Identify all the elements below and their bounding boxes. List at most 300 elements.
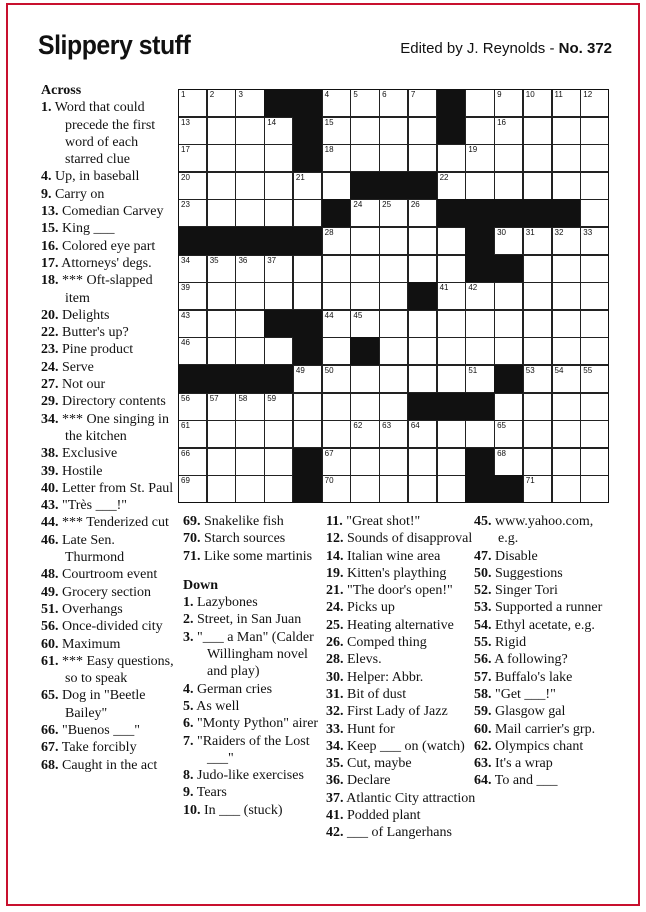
clue-number: 62: [353, 421, 363, 431]
grid-cell[interactable]: [264, 393, 293, 421]
grid-cell[interactable]: [494, 448, 523, 476]
grid-cell[interactable]: [322, 144, 351, 172]
grid-cell[interactable]: [437, 365, 466, 393]
grid-cell[interactable]: [293, 172, 322, 200]
clue-item: [41, 203, 177, 220]
grid-cell[interactable]: [322, 89, 351, 117]
grid-cell[interactable]: [408, 448, 437, 476]
clue-text: "Buenos ___": [58, 722, 140, 738]
grid-cell[interactable]: [235, 172, 264, 200]
grid-cell[interactable]: [580, 448, 609, 476]
grid-cell[interactable]: [523, 475, 552, 503]
clue-number: 36: [238, 255, 248, 265]
clue-item: [41, 307, 177, 324]
grid-cell[interactable]: [494, 89, 523, 117]
grid-cell[interactable]: [379, 310, 408, 338]
grid-cell[interactable]: [350, 475, 379, 503]
grid-cell[interactable]: [379, 475, 408, 503]
grid-cell[interactable]: [264, 117, 293, 145]
grid-cell[interactable]: [207, 199, 236, 227]
grid-cell[interactable]: [293, 199, 322, 227]
grid-cell[interactable]: [552, 172, 581, 200]
grid-cell[interactable]: [408, 310, 437, 338]
grid-cell[interactable]: [552, 475, 581, 503]
grid-cell[interactable]: [465, 420, 494, 448]
clue-number: 45: [353, 310, 363, 320]
grid-cell[interactable]: [379, 282, 408, 310]
grid-cell[interactable]: [465, 144, 494, 172]
clue-item: [183, 698, 323, 715]
grid-cell[interactable]: [494, 172, 523, 200]
clue-number: 70.: [183, 531, 201, 547]
grid-cell[interactable]: [523, 117, 552, 145]
clue-item: [41, 584, 177, 601]
grid-cell[interactable]: [580, 365, 609, 393]
grid-cell[interactable]: [178, 282, 207, 310]
clue-number: 5.: [183, 698, 194, 714]
grid-cell[interactable]: [494, 393, 523, 421]
grid-cell[interactable]: [235, 475, 264, 503]
grid-cell[interactable]: [207, 393, 236, 421]
clue-text: "Get ___!": [491, 686, 556, 702]
clue-text: Buffalo's lake: [491, 669, 573, 685]
grid-cell[interactable]: [322, 393, 351, 421]
grid-cell[interactable]: [235, 117, 264, 145]
clue-number: 59: [267, 393, 277, 403]
grid-cell[interactable]: [552, 227, 581, 255]
clue-text: Supported a runner: [491, 600, 603, 616]
clue-text: "Monty Python" airer: [193, 716, 319, 732]
clue-number: 6.: [183, 716, 194, 732]
grid-cell[interactable]: [293, 420, 322, 448]
grid-cell[interactable]: [264, 282, 293, 310]
clue-number: 14.: [326, 548, 344, 564]
clue-text: Comped thing: [343, 635, 427, 651]
grid-cell[interactable]: [523, 420, 552, 448]
clue-item: [183, 784, 323, 801]
grid-cell[interactable]: [207, 337, 236, 365]
clue-number: 63.: [474, 756, 492, 772]
grid-cell[interactable]: [437, 310, 466, 338]
grid-cell[interactable]: [580, 255, 609, 283]
clue-item: [41, 341, 177, 358]
grid-cell[interactable]: [207, 282, 236, 310]
clue-text: First Lady of Jazz: [343, 704, 448, 720]
grid-cell[interactable]: [350, 227, 379, 255]
grid-cell[interactable]: [207, 89, 236, 117]
clue-text: Olympics chant: [491, 738, 584, 754]
grid-cell[interactable]: [552, 448, 581, 476]
grid-cell[interactable]: [293, 255, 322, 283]
grid-cell[interactable]: [178, 337, 207, 365]
clue-number: 55: [583, 366, 593, 375]
clue-item: [183, 611, 323, 628]
grid-cell[interactable]: [322, 227, 351, 255]
grid-cell[interactable]: [580, 282, 609, 310]
grid-cell[interactable]: [350, 310, 379, 338]
grid-cell[interactable]: [552, 117, 581, 145]
grid-cell[interactable]: [235, 420, 264, 448]
grid-cell[interactable]: [178, 475, 207, 503]
clue-item: [183, 733, 323, 768]
grid-cell[interactable]: [350, 393, 379, 421]
grid-cell[interactable]: [437, 282, 466, 310]
clue-text: In ___ (stuck): [200, 802, 283, 818]
grid-cell[interactable]: [552, 420, 581, 448]
grid-cell[interactable]: [350, 89, 379, 117]
grid-cell[interactable]: [207, 117, 236, 145]
grid-cell[interactable]: [552, 393, 581, 421]
grid-cell[interactable]: [235, 448, 264, 476]
grid-cell[interactable]: [322, 310, 351, 338]
grid-cell[interactable]: [322, 365, 351, 393]
grid-cell[interactable]: [523, 310, 552, 338]
black-square: [293, 475, 322, 503]
clue-item: [41, 757, 177, 774]
grid-cell[interactable]: [235, 310, 264, 338]
clue-text: www.yahoo.com, e.g.: [491, 514, 594, 547]
grid-cell[interactable]: [379, 199, 408, 227]
grid-cell[interactable]: [523, 282, 552, 310]
clue-item: [41, 393, 177, 410]
clue-number: 19: [468, 145, 478, 155]
clue-item: [326, 807, 476, 824]
grid-cell[interactable]: [207, 310, 236, 338]
clue-item: [326, 824, 476, 841]
grid-cell[interactable]: [552, 365, 581, 393]
grid-cell[interactable]: [350, 117, 379, 145]
clue-text: Mail carrier's grp.: [491, 721, 596, 737]
grid-cell[interactable]: [408, 420, 437, 448]
clue-text: Elevs.: [343, 652, 382, 668]
grid-cell[interactable]: [379, 365, 408, 393]
grid-cell[interactable]: [235, 282, 264, 310]
grid-cell[interactable]: [350, 448, 379, 476]
grid-cell[interactable]: [523, 227, 552, 255]
grid-cell[interactable]: [437, 337, 466, 365]
clue-text: Suggestions: [491, 565, 563, 581]
grid-cell[interactable]: [322, 282, 351, 310]
grid-cell[interactable]: [178, 310, 207, 338]
clue-number: 47.: [474, 548, 492, 564]
grid-cell[interactable]: [408, 89, 437, 117]
grid-cell[interactable]: [408, 144, 437, 172]
grid-cell[interactable]: [465, 365, 494, 393]
clue-item: [183, 767, 323, 784]
grid-cell[interactable]: [178, 199, 207, 227]
clue-text: *** One singing in the kitchen: [58, 411, 169, 444]
clue-item: [41, 445, 177, 462]
clue-number: 36.: [326, 773, 344, 789]
grid-cell[interactable]: [264, 255, 293, 283]
clue-text: Bit of dust: [343, 686, 407, 702]
grid-cell[interactable]: [235, 255, 264, 283]
black-square: [350, 337, 379, 365]
grid-cell[interactable]: [437, 448, 466, 476]
grid-cell[interactable]: [494, 310, 523, 338]
clue-item: [474, 548, 614, 565]
clue-number: 2.: [183, 612, 194, 628]
clue-item: [326, 738, 476, 755]
grid-cell[interactable]: [465, 89, 494, 117]
clue-text: German cries: [193, 681, 273, 697]
down-header: Down: [183, 577, 219, 593]
clue-text: Singer Tori: [491, 583, 558, 599]
black-square: [465, 255, 494, 283]
grid-cell[interactable]: [437, 255, 466, 283]
clue-number: 66.: [41, 722, 59, 738]
grid-cell[interactable]: [552, 255, 581, 283]
grid-cell[interactable]: [379, 144, 408, 172]
clue-text: Grocery section: [58, 584, 152, 600]
clue-number: 31: [525, 228, 535, 237]
clue-item: [41, 463, 177, 480]
grid-cell[interactable]: [322, 172, 351, 200]
grid-cell[interactable]: [580, 199, 609, 227]
grid-cell[interactable]: [379, 89, 408, 117]
clue-number: 58.: [474, 686, 492, 702]
grid-cell[interactable]: [580, 475, 609, 503]
grid-cell[interactable]: [322, 117, 351, 145]
clue-column-3: [326, 513, 476, 842]
grid-cell[interactable]: [580, 337, 609, 365]
clue-number: 4.: [183, 681, 194, 697]
editor-credit: [400, 40, 612, 57]
grid-cell[interactable]: [322, 475, 351, 503]
clue-number: 59.: [474, 704, 492, 720]
grid-cell[interactable]: [379, 227, 408, 255]
clue-item: [326, 772, 476, 789]
black-square: [207, 365, 236, 393]
grid-cell[interactable]: [207, 420, 236, 448]
grid-cell[interactable]: [580, 393, 609, 421]
grid-cell[interactable]: [379, 420, 408, 448]
black-square: [178, 227, 207, 255]
clue-number: 57: [209, 393, 219, 403]
grid-cell[interactable]: [322, 255, 351, 283]
grid-cell[interactable]: [465, 310, 494, 338]
grid-cell[interactable]: [379, 448, 408, 476]
grid-cell[interactable]: [178, 255, 207, 283]
black-square: [264, 227, 293, 255]
clue-text: Caught in the act: [58, 757, 158, 773]
clue-text: Street, in San Juan: [193, 612, 302, 628]
grid-cell[interactable]: [408, 337, 437, 365]
grid-cell[interactable]: [207, 255, 236, 283]
grid-cell[interactable]: [350, 365, 379, 393]
grid-cell[interactable]: [523, 393, 552, 421]
grid-cell[interactable]: [523, 255, 552, 283]
clue-text: Keep ___ on (watch): [343, 738, 465, 754]
black-square: [465, 393, 494, 421]
grid-cell[interactable]: [264, 199, 293, 227]
clue-number: 9.: [41, 186, 52, 202]
grid-cell[interactable]: [207, 172, 236, 200]
grid-cell[interactable]: [523, 448, 552, 476]
clue-number: 35: [209, 255, 219, 265]
clue-text: Like some martinis: [200, 548, 313, 564]
clue-text: Sounds of disapproval: [343, 531, 473, 547]
grid-cell[interactable]: [580, 117, 609, 145]
grid-cell[interactable]: [408, 227, 437, 255]
grid-cell[interactable]: [264, 448, 293, 476]
grid-cell[interactable]: [264, 475, 293, 503]
clue-text: Ethyl acetate, e.g.: [491, 617, 595, 633]
clue-text: Once-divided city: [58, 619, 163, 635]
clue-text: Take forcibly: [58, 740, 137, 756]
grid-cell[interactable]: [580, 144, 609, 172]
clue-number: 56: [181, 393, 190, 403]
grid-cell[interactable]: [552, 144, 581, 172]
clue-number: 37: [267, 255, 277, 265]
grid-cell[interactable]: [408, 255, 437, 283]
grid-cell[interactable]: [580, 172, 609, 200]
grid-cell[interactable]: [580, 227, 609, 255]
grid-cell[interactable]: [494, 282, 523, 310]
grid-cell[interactable]: [552, 310, 581, 338]
grid-cell[interactable]: [264, 337, 293, 365]
grid-cell[interactable]: [322, 448, 351, 476]
grid-cell[interactable]: [379, 393, 408, 421]
grid-cell[interactable]: [207, 144, 236, 172]
clue-item: [474, 599, 614, 616]
grid-cell[interactable]: [379, 255, 408, 283]
grid-cell[interactable]: [552, 337, 581, 365]
clue-item: [326, 548, 476, 565]
clue-item: [474, 772, 614, 789]
grid-cell[interactable]: [235, 393, 264, 421]
grid-cell[interactable]: [235, 199, 264, 227]
editor-name: Edited by J. Reynolds -: [400, 40, 559, 57]
clue-number: 8.: [183, 768, 194, 784]
clue-item: [41, 618, 177, 635]
grid-cell[interactable]: [264, 172, 293, 200]
grid-cell[interactable]: [379, 337, 408, 365]
grid-cell[interactable]: [437, 420, 466, 448]
grid-cell[interactable]: [494, 117, 523, 145]
grid-cell[interactable]: [293, 282, 322, 310]
clue-number: 38.: [41, 446, 59, 462]
clue-item: [326, 513, 476, 530]
grid-cell[interactable]: [178, 89, 207, 117]
grid-cell[interactable]: [523, 365, 552, 393]
grid-cell[interactable]: [264, 144, 293, 172]
grid-cell[interactable]: [350, 282, 379, 310]
clue-text: A following?: [491, 652, 568, 668]
clue-text: Lazybones: [193, 595, 258, 611]
clue-text: "The door's open!": [343, 583, 453, 599]
clue-text: Atlantic City attraction: [343, 790, 476, 806]
grid-cell[interactable]: [322, 337, 351, 365]
grid-cell[interactable]: [494, 227, 523, 255]
grid-cell[interactable]: [350, 199, 379, 227]
clue-item: [41, 739, 177, 756]
clue-number: 9: [497, 90, 502, 99]
grid-cell[interactable]: [437, 144, 466, 172]
clue-number: 7.: [183, 733, 194, 749]
grid-cell[interactable]: [178, 172, 207, 200]
clue-text: Serve: [58, 359, 94, 375]
grid-cell[interactable]: [293, 393, 322, 421]
clue-text: Exclusive: [58, 446, 118, 462]
grid-cell[interactable]: [465, 172, 494, 200]
grid-cell[interactable]: [178, 420, 207, 448]
grid-cell[interactable]: [235, 144, 264, 172]
grid-cell[interactable]: [178, 144, 207, 172]
grid-cell[interactable]: [178, 117, 207, 145]
clue-text: Up, in baseball: [51, 169, 140, 185]
clue-item: [41, 566, 177, 583]
grid-cell[interactable]: [437, 475, 466, 503]
clue-text: Declare: [343, 773, 391, 789]
grid-cell[interactable]: [523, 337, 552, 365]
grid-cell[interactable]: [408, 365, 437, 393]
grid-cell[interactable]: [580, 89, 609, 117]
grid-cell[interactable]: [494, 420, 523, 448]
grid-cell[interactable]: [552, 282, 581, 310]
grid-cell[interactable]: [465, 117, 494, 145]
grid-cell[interactable]: [235, 89, 264, 117]
clue-text: *** Oft-slapped item: [58, 273, 153, 306]
clue-number: 18.: [41, 273, 59, 289]
clue-item: [326, 651, 476, 668]
clue-item: [326, 703, 476, 720]
black-square: [494, 255, 523, 283]
grid-cell[interactable]: [350, 255, 379, 283]
grid-cell[interactable]: [264, 420, 293, 448]
grid-cell[interactable]: [494, 337, 523, 365]
grid-cell[interactable]: [465, 282, 494, 310]
grid-cell[interactable]: [293, 365, 322, 393]
grid-cell[interactable]: [523, 144, 552, 172]
grid-cell[interactable]: [437, 172, 466, 200]
clue-number: 49.: [41, 584, 59, 600]
clue-item: [183, 802, 323, 819]
grid-cell[interactable]: [408, 117, 437, 145]
grid-cell[interactable]: [350, 420, 379, 448]
grid-cell[interactable]: [322, 420, 351, 448]
clue-text: Italian wine area: [343, 548, 441, 564]
grid-cell[interactable]: [580, 420, 609, 448]
grid-cell[interactable]: [523, 89, 552, 117]
clue-text: Word that could precede the first word of each starred clue: [51, 100, 156, 168]
grid-cell[interactable]: [379, 117, 408, 145]
grid-cell[interactable]: [408, 475, 437, 503]
clue-text: Rigid: [491, 635, 527, 651]
grid-cell[interactable]: [207, 475, 236, 503]
clue-number: 61: [181, 421, 190, 431]
grid-cell[interactable]: [465, 337, 494, 365]
grid-cell[interactable]: [178, 448, 207, 476]
grid-cell[interactable]: [350, 144, 379, 172]
clue-item: [41, 168, 177, 185]
grid-cell[interactable]: [494, 144, 523, 172]
grid-cell[interactable]: [207, 448, 236, 476]
grid-cell[interactable]: [552, 89, 581, 117]
black-square: [322, 199, 351, 227]
clue-number: 68.: [41, 757, 59, 773]
clue-text: "Great shot!": [342, 514, 421, 529]
grid-cell[interactable]: [408, 199, 437, 227]
grid-cell[interactable]: [580, 310, 609, 338]
grid-cell[interactable]: [235, 337, 264, 365]
clue-number: 60.: [474, 721, 492, 737]
grid-cell[interactable]: [523, 172, 552, 200]
grid-cell[interactable]: [178, 393, 207, 421]
clue-number: 26.: [326, 635, 344, 651]
clue-number: 42.: [326, 825, 344, 841]
grid-cell[interactable]: [437, 227, 466, 255]
